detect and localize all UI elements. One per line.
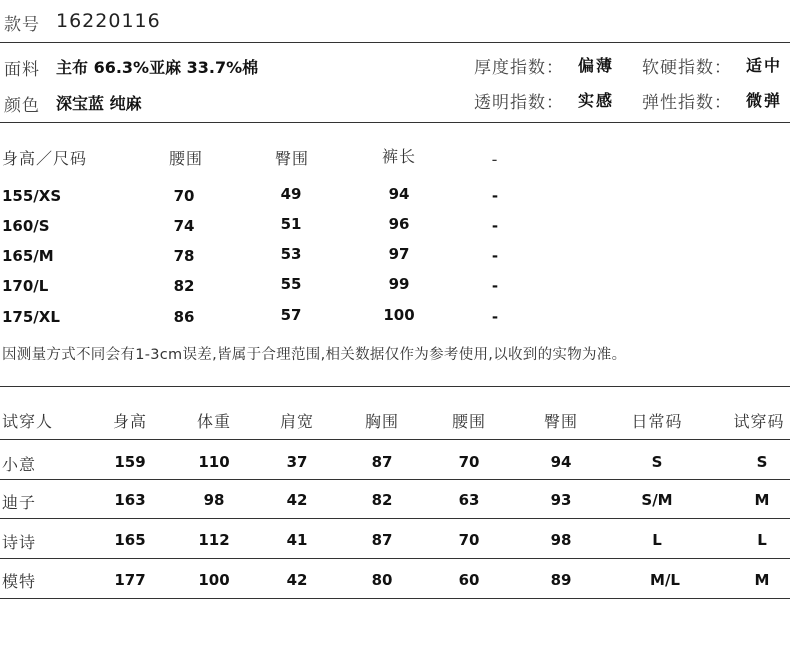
divider [0, 558, 790, 559]
person-cell: 诗诗 [2, 533, 37, 552]
waist-cell: 63 [458, 491, 480, 509]
measurement-note: 因测量方式不同会有1-3cm误差,皆属于合理范围,相关数据仅作为参考使用,以收到的实物为准。 [2, 347, 627, 363]
tryon-header-shoulder: 肩宽 [279, 412, 315, 431]
hip-cell: 53 [280, 245, 302, 263]
blank-cell: - [491, 277, 499, 295]
hip-cell: 98 [550, 531, 572, 549]
daily-size-cell: S/M [641, 491, 673, 509]
waist-cell: 82 [173, 277, 195, 295]
size-header-waist: 腰围 [168, 149, 204, 168]
waist-cell: 74 [173, 217, 195, 235]
tryon-size-cell: M [754, 491, 770, 509]
shoulder-cell: 42 [286, 571, 308, 589]
person-cell: 小意 [2, 455, 37, 474]
softness-index-label: 软硬指数： [642, 58, 732, 78]
height-cell: 159 [114, 453, 146, 471]
size-header-size: 身高／尺码 [2, 149, 88, 168]
tryon-header-daily-size: 日常码 [631, 412, 683, 431]
weight-cell: 110 [198, 453, 230, 471]
size-cell: 175/XL [2, 308, 60, 326]
hip-cell: 57 [280, 306, 302, 324]
blank-cell: - [491, 187, 499, 205]
chest-cell: 87 [371, 453, 393, 471]
tryon-header-person: 试穿人 [2, 412, 54, 431]
size-header-hip: 臀围 [274, 149, 310, 168]
size-cell: 160/S [2, 217, 50, 235]
divider [0, 479, 790, 480]
divider [0, 122, 790, 123]
length-cell: 97 [388, 245, 410, 263]
person-cell: 模特 [2, 572, 37, 591]
daily-size-cell: S [651, 453, 663, 471]
length-cell: 94 [388, 185, 410, 203]
chest-cell: 87 [371, 531, 393, 549]
waist-cell: 78 [173, 247, 195, 265]
tryon-header-hip: 臀围 [543, 412, 579, 431]
shoulder-cell: 42 [286, 491, 308, 509]
size-header-blank: - [491, 150, 499, 169]
tryon-header-waist: 腰围 [451, 412, 487, 431]
height-cell: 163 [114, 491, 146, 509]
size-cell: 165/M [2, 247, 54, 265]
length-cell: 100 [383, 306, 415, 324]
length-cell: 96 [388, 215, 410, 233]
transparency-index-value: 实感 [578, 91, 615, 110]
style-no-label: 款号 [4, 15, 40, 35]
tryon-header-height: 身高 [112, 412, 148, 431]
size-cell: 155/XS [2, 187, 62, 205]
person-cell: 迪子 [2, 493, 37, 512]
chest-cell: 80 [371, 571, 393, 589]
weight-cell: 100 [198, 571, 230, 589]
divider [0, 598, 790, 599]
waist-cell: 70 [458, 453, 480, 471]
weight-cell: 98 [203, 491, 225, 509]
hip-cell: 89 [550, 571, 572, 589]
waist-cell: 60 [458, 571, 480, 589]
thickness-index-label: 厚度指数： [474, 58, 564, 78]
hip-cell: 49 [280, 185, 302, 203]
softness-index-value: 适中 [746, 56, 783, 75]
tryon-size-cell: M [754, 571, 770, 589]
chest-cell: 82 [371, 491, 393, 509]
fabric-value: 主布 66.3%亚麻 33.7%棉 [56, 58, 259, 77]
size-header-length: 裤长 [381, 147, 417, 166]
waist-cell: 86 [173, 308, 195, 326]
hip-cell: 51 [280, 215, 302, 233]
fabric-label: 面料 [4, 60, 40, 80]
height-cell: 177 [114, 571, 146, 589]
shoulder-cell: 41 [286, 531, 308, 549]
color-value: 深宝蓝 纯麻 [56, 94, 142, 113]
blank-cell: - [491, 217, 499, 235]
tryon-size-cell: S [756, 453, 768, 471]
elasticity-index-value: 微弹 [746, 91, 783, 110]
divider [0, 518, 790, 519]
length-cell: 99 [388, 275, 410, 293]
waist-cell: 70 [173, 187, 195, 205]
thickness-index-value: 偏薄 [578, 56, 615, 75]
height-cell: 165 [114, 531, 146, 549]
weight-cell: 112 [198, 531, 230, 549]
color-label: 颜色 [4, 96, 40, 116]
shoulder-cell: 37 [286, 453, 308, 471]
tryon-header-chest: 胸围 [364, 412, 400, 431]
daily-size-cell: M/L [650, 571, 680, 589]
tryon-header-tryon-size: 试穿码 [733, 412, 785, 431]
hip-cell: 55 [280, 275, 302, 293]
daily-size-cell: L [652, 531, 662, 549]
size-cell: 170/L [2, 277, 49, 295]
tryon-size-cell: L [757, 531, 767, 549]
transparency-index-label: 透明指数： [474, 93, 564, 113]
waist-cell: 70 [458, 531, 480, 549]
hip-cell: 94 [550, 453, 572, 471]
style-no-value: 16220116 [56, 10, 161, 32]
divider [0, 386, 790, 387]
hip-cell: 93 [550, 491, 572, 509]
blank-cell: - [491, 308, 499, 326]
elasticity-index-label: 弹性指数： [642, 93, 732, 113]
divider [0, 439, 790, 440]
tryon-header-weight: 体重 [196, 412, 232, 431]
divider [0, 42, 790, 43]
blank-cell: - [491, 247, 499, 265]
